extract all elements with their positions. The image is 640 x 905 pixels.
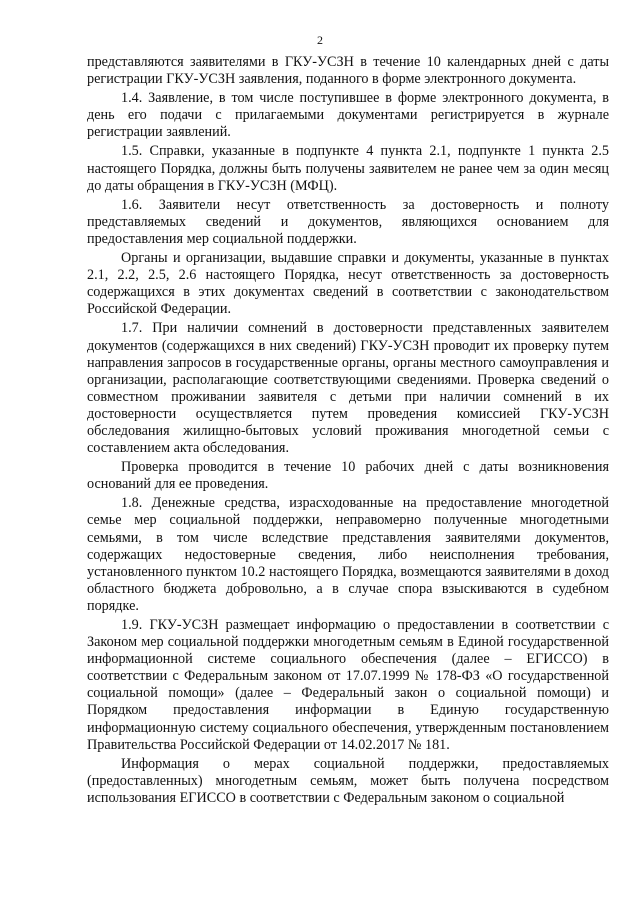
paragraph-verification-period: Проверка проводится в течение 10 рабочих дней с даты возникновения оснований для ее проведения. xyxy=(87,459,609,493)
paragraph-1-6: 1.6. Заявители несут ответственность за достоверность и полноту представляемых сведений и документов, являющихся основанием для предоставления мер социальной поддержки. xyxy=(87,196,609,247)
paragraph-1-5: 1.5. Справки, указанные в подпункте 4 пункта 2.1, подпункте 1 пункта 2.5 настоящего Порядка, должны быть получены заявителем не ранее чем за один месяц до даты обращения в ГКУ-УСЗН (МФЦ). xyxy=(87,143,609,194)
paragraph-organizations-responsibility: Органы и организации, выдавшие справки и документы, указанные в пунктах 2.1, 2.2, 2.5, 2.6 настоящего Порядка, несут ответственность за достоверность содержащихся в этих документах сведений в соответствии с законодательством Российской Федерации. xyxy=(87,250,609,318)
paragraph-1-7: 1.7. При наличии сомнений в достоверности представленных заявителем документов (содержащихся в них сведений) ГКУ-УСЗН проводит их проверку путем направления запросов в государственные органы, органы местного самоуправления и организации, располагающие соответствующими сведениями. Проверка сведений о совместном проживании заявителя с детьми при наличии сомнений в их достоверности осуществляется путем проведения комиссией ГКУ-УСЗН обследования жилищно-бытовых условий проживания многодетной семьи с составлением акта обследования. xyxy=(87,320,609,457)
page-number: 2 xyxy=(317,33,323,47)
paragraph-continuation: представляются заявителями в ГКУ-УСЗН в течение 10 календарных дней с даты регистрации ГКУ-УСЗН заявления, поданного в форме электронного документа. xyxy=(87,54,609,88)
paragraph-1-9: 1.9. ГКУ-УСЗН размещает информацию о предоставлении в соответствии с Законом мер социальной поддержки многодетным семьям в Единой государственной информационной системе социального обеспечения (далее – ЕГИССО) в соответствии с Федеральным законом от 17.07.1999 № 178-ФЗ «О государственной социальной помощи» (далее – Федеральный закон о социальной помощи) и Порядком предоставления информации в Единую государственную информационную систему социального обеспечения, утвержденным постановлением Правительства Российской Федерации от 14.02.2017 № 181. xyxy=(87,617,609,753)
paragraph-1-8: 1.8. Денежные средства, израсходованные на предоставление многодетной семье мер социальной поддержки, неправомерно полученные многодетными семьями, в том числе вследствие представления заявителями документов, содержащих недостоверные сведения, либо неисполнения требования, установленного пунктом 10.2 настоящего Порядка, возмещаются заявителями в доход областного бюджета добровольно, а в случае спора взыскиваются в судебном порядке. xyxy=(87,495,609,614)
document-body xyxy=(87,54,609,807)
paragraph-egisso-information: Информация о мерах социальной поддержки, предоставляемых (предоставленных) многодетным семьям, может быть получена посредством использования ЕГИССО в соответствии с Федеральным законом о социальной xyxy=(87,755,609,806)
paragraph-1-4: 1.4. Заявление, в том числе поступившее в форме электронного документа, в день его подачи с прилагаемыми документами регистрируется в журнале регистрации заявлений. xyxy=(87,90,609,141)
